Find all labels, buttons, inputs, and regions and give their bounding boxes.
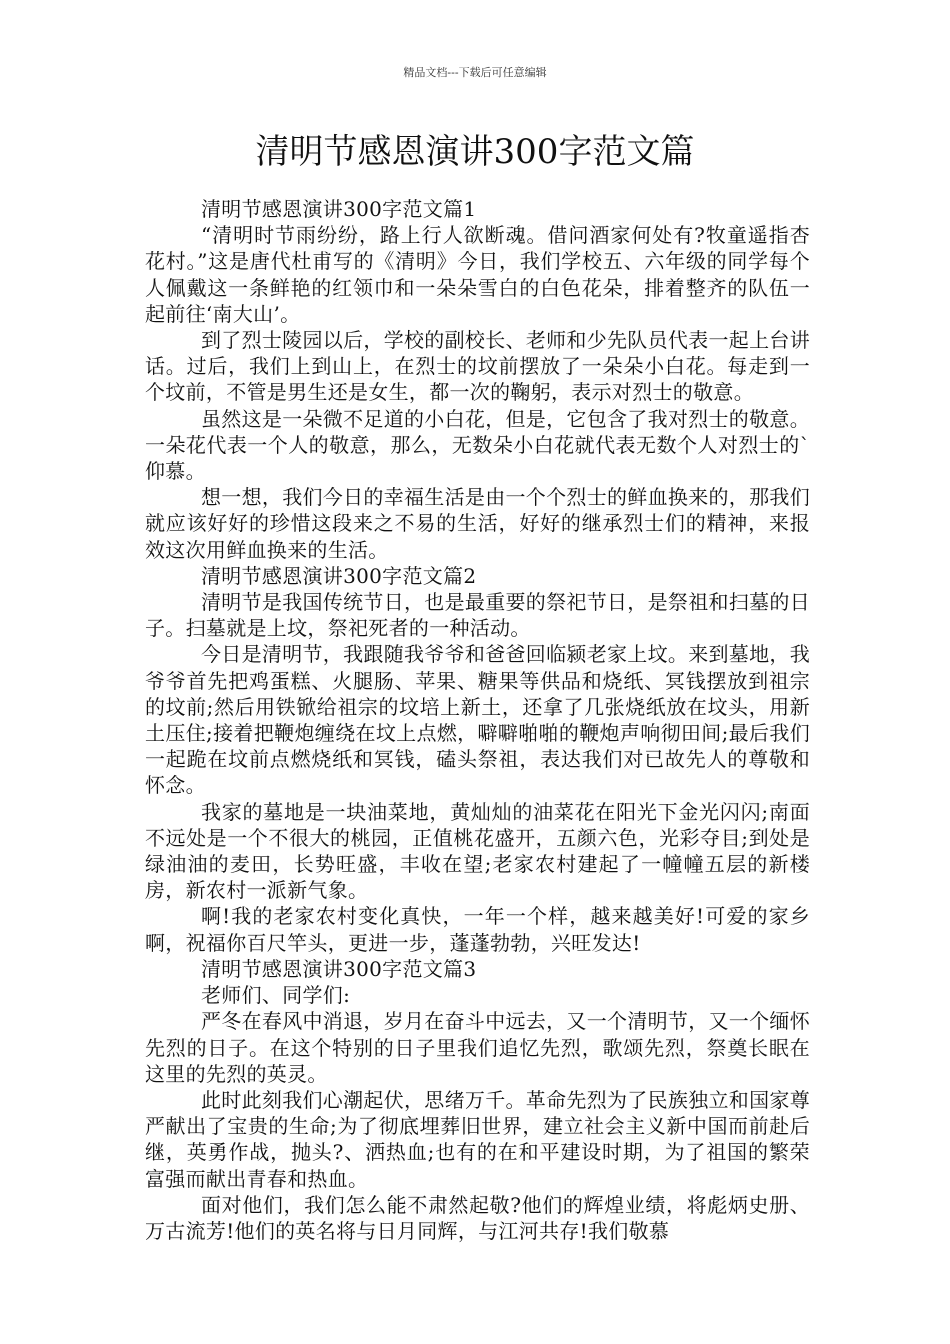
paragraph: 虽然这是一朵微不足道的小白花，但是，它包含了我对烈士的敬意。一朵花代表一个人的敬意，那么，无数朵小白花就代表无数个人对烈士的`仰慕。 xyxy=(145,406,810,484)
document-header-note: 精品文档---下载后可任意编辑 xyxy=(403,66,547,79)
paragraph: 面对他们，我们怎么能不肃然起敬?他们的辉煌业绩，将彪炳史册、万古流芳!他们的英名将与日月同辉，与江河共存!我们敬慕 xyxy=(145,1192,810,1243)
section-heading: 清明节感恩演讲300字范文篇3 xyxy=(201,956,477,981)
paragraph: 想一想，我们今日的幸福生活是由一个个烈士的鲜血换来的，那我们就应该好好的珍惜这段来之不易的生活，好好的继承烈士们的精神，来报效这次用鲜血换来的生活。 xyxy=(145,485,810,562)
paragraph: 严冬在春风中消退，岁月在奋斗中远去，又一个清明节，又一个缅怀先烈的日子。在这个特别的日子里我们追忆先烈，歌颂先烈，祭奠长眠在这里的先烈的英灵。 xyxy=(145,1009,810,1086)
document-body xyxy=(145,196,810,1244)
paragraph: 我家的墓地是一块油菜地，黄灿灿的油菜花在阳光下金光闪闪;南面不远处是一个不很大的桃园，正值桃花盛开，五颜六色，光彩夺目;到处是绿油油的麦田，长势旺盛，丰收在望;老家农村建起了一幢幢五层的新楼房，新农村一派新气象。 xyxy=(145,799,810,903)
section-heading: 清明节感恩演讲300字范文篇1 xyxy=(201,197,477,221)
paragraph: “清明时节雨纷纷，路上行人欲断魂。借问酒家何处有?牧童遥指杏花村。”这是唐代杜甫写的《清明》今日，我们学校五、六年级的同学每个人佩戴这一条鲜艳的红领巾和一朵朵雪白的白色花朵，排着整齐的队伍一起前往‘南大山’。 xyxy=(145,223,810,326)
paragraph: 老师们、同学们: xyxy=(201,983,351,1008)
paragraph: 到了烈士陵园以后，学校的副校长、老师和少先队员代表一起上台讲话。过后，我们上到山上，在烈士的坟前摆放了一朵朵小白花。每走到一个坟前，不管是男生还是女生，都一次的鞠躬，表示对烈士的敬意。 xyxy=(145,328,810,405)
document-title: 清明节感恩演讲300字范文篇 xyxy=(255,132,695,172)
paragraph: 今日是清明节，我跟随我爷爷和爸爸回临颍老家上坟。来到墓地，我爷爷首先把鸡蛋糕、火腿肠、苹果、糖果等供品和烧纸、冥钱摆放到祖宗的坟前;然后用铁锨给祖宗的坟培上新土，还拿了几张烧纸放在坟头，用新土压住;接着把鞭炮缠绕在坟上点燃，噼噼啪啪的鞭炮声响彻田间;最后我们一起跪在坟前点燃烧纸和冥钱，磕头祭祖，表达我们对已故先人的尊敬和怀念。 xyxy=(145,642,810,798)
paragraph: 啊!我的老家农村变化真快，一年一个样，越来越美好!可爱的家乡啊，祝福你百尺竿头，更进一步，蓬蓬勃勃，兴旺发达! xyxy=(145,904,810,955)
paragraph: 此时此刻我们心潮起伏，思绪万千。革命先烈为了民族独立和国家尊严献出了宝贵的生命;为了彻底埋葬旧世界，建立社会主义新中国而前赴后继，英勇作战，抛头?、洒热血;也有的在和平建设时期，为了祖国的繁荣富强而献出青春和热血。 xyxy=(145,1087,810,1191)
section-heading: 清明节感恩演讲300字范文篇2 xyxy=(201,563,477,588)
paragraph: 清明节是我国传统节日，也是最重要的祭祀节日，是祭祖和扫墓的日子。扫墓就是上坟，祭祀死者的一种活动。 xyxy=(145,590,810,641)
